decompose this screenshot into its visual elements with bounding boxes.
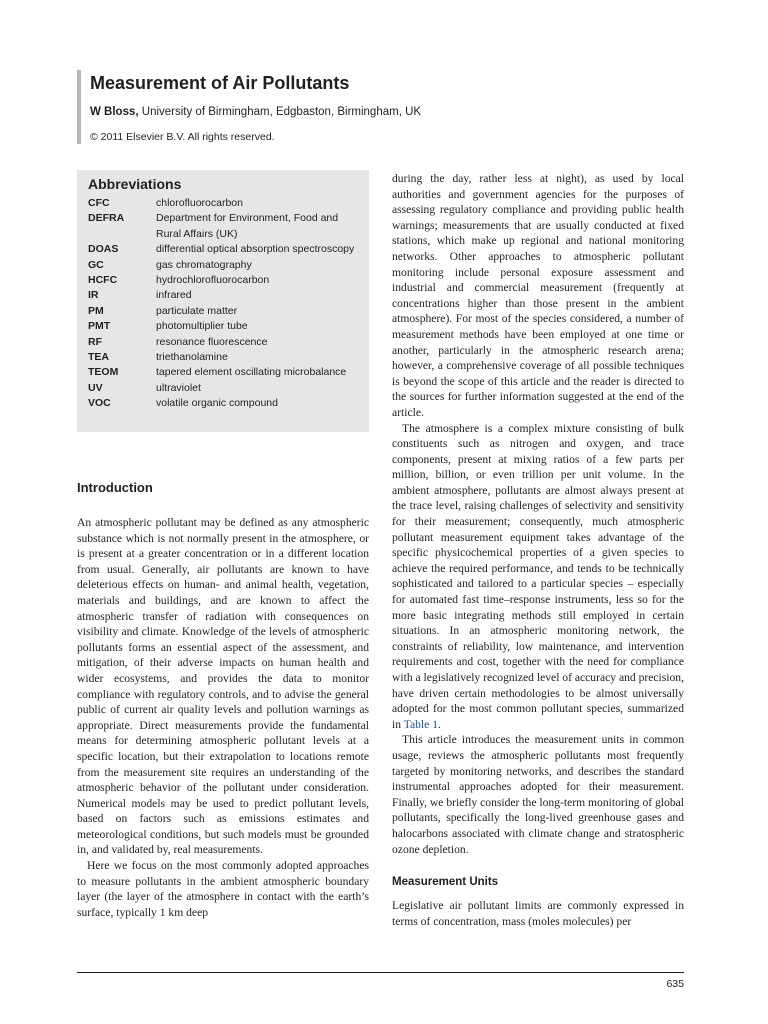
abbreviation-row bbox=[88, 335, 364, 350]
intro-paragraph-2: Here we focus on the most commonly adopted approaches to measure pollutants in the ambient atmospheric boundary layer (the layer of the atmosphere in contact with the earth’s surface, typically 1 km deep bbox=[77, 859, 369, 919]
abbreviations-list bbox=[88, 196, 364, 412]
abbreviation-row bbox=[88, 211, 364, 242]
right-paragraph-2-text: The atmosphere is a complex mixture consisting of bulk constituents such as nitrogen and oxygen, and trace components, present at mixing ratios of a few parts per million, billion, or even trillion per unit volume. In the ambient atmosphere, pollutants are almost always present at the trace level, raising challenges of selectivity and sensitivity for their measurement; consequently, much atmospheric pollutant measurement equipment takes advantage of the specific physicochemical properties of a given species to achieve the required performance, and tends to be technically sophisticated and tailored to a particular species – especially for automated fast time–response instruments, less so for the more basic integrating methods still employed in certain situations. In an atmospheric monitoring network, the constraints of reliability, low maintenance, and intervention requirements and cost, together with the need for compliance with a legislatively recognized level of accuracy and precision, have driven certain methodologies to be almost universally adopted for the most common pollutant species, summarized in bbox=[392, 421, 684, 731]
abbreviation-row bbox=[88, 273, 364, 288]
abbreviation-row bbox=[88, 196, 364, 211]
introduction-heading: Introduction bbox=[77, 480, 153, 495]
copyright-notice: © 2011 Elsevier B.V. All rights reserved. bbox=[90, 131, 275, 143]
abbreviation-row bbox=[88, 288, 364, 303]
abbreviation-definition: triethanolamine bbox=[156, 351, 228, 364]
author-affiliation: University of Birmingham, Edgbaston, Birmingham, UK bbox=[138, 106, 422, 118]
author-name: W Bloss, bbox=[90, 106, 139, 118]
abbreviation-row bbox=[88, 304, 364, 319]
abbreviation-term: TEOM bbox=[88, 366, 119, 379]
page-number: 635 bbox=[666, 978, 684, 990]
abbreviation-term: PM bbox=[88, 304, 104, 317]
abbreviation-term: UV bbox=[88, 381, 103, 394]
abbreviation-definition: ultraviolet bbox=[156, 381, 201, 394]
abbreviation-definition: gas chromatography bbox=[156, 258, 252, 271]
units-column bbox=[392, 898, 684, 929]
abbreviation-definition: resonance fluorescence bbox=[156, 335, 268, 348]
abbreviation-definition: infrared bbox=[156, 289, 192, 302]
abbreviations-heading: Abbreviations bbox=[88, 176, 182, 192]
abbreviations-box bbox=[77, 170, 369, 432]
abbreviation-row bbox=[88, 381, 364, 396]
author-line bbox=[90, 105, 690, 119]
right-paragraph-1: during the day, rather less at night), as used by local authorities and government agencies for the purposes of assessing regulatory compliance and providing public health warnings; measurements that are usually conducted at fixed stations, which make up regional and national monitoring networks. Other approaches to atmospheric pollutant monitoring include personal exposure assessment and industrial and commercial measurement (frequently at concentrations higher than those present in the ambient atmosphere). For most of the species considered, a number of measurement methods have been employed at one time or another, particularly in the atmospheric research arena; however, a comprehensive coverage of all possible techniques is beyond the scope of this article and the reader is directed to the sources for further information suggested at the end of the article. bbox=[392, 172, 684, 419]
footer-rule bbox=[77, 972, 684, 973]
abbreviation-term: DOAS bbox=[88, 243, 119, 256]
abbreviation-row bbox=[88, 319, 364, 334]
abbreviation-term: RF bbox=[88, 335, 102, 348]
abbreviation-row bbox=[88, 258, 364, 273]
abbreviation-definition: volatile organic compound bbox=[156, 397, 278, 410]
abbreviation-term: TEA bbox=[88, 351, 109, 364]
right-paragraph-2-end: . bbox=[438, 717, 441, 731]
abbreviation-definition: differential optical absorption spectroscopy bbox=[156, 243, 355, 256]
abbreviation-term: PMT bbox=[88, 320, 111, 333]
abbreviation-term: CFC bbox=[88, 197, 110, 209]
abbreviation-term: GC bbox=[88, 258, 104, 271]
table-1-link[interactable]: Table 1 bbox=[403, 717, 438, 731]
article-title: Measurement of Air Pollutants bbox=[90, 73, 350, 93]
right-paragraph-2 bbox=[392, 421, 684, 733]
abbreviation-row bbox=[88, 365, 364, 380]
measurement-units-heading: Measurement Units bbox=[392, 876, 499, 888]
right-column bbox=[392, 171, 684, 857]
abbreviation-row bbox=[88, 396, 364, 411]
abbreviation-definition: chlorofluorocarbon bbox=[156, 197, 243, 209]
units-paragraph-1: Legislative air pollutant limits are commonly expressed in terms of concentration, mass (moles molecules) per bbox=[392, 899, 684, 928]
abbreviation-definition: Department for Environment, Food and Rural Affairs (UK) bbox=[156, 212, 339, 240]
abbreviation-row bbox=[88, 242, 364, 257]
article-header bbox=[77, 70, 690, 144]
left-column bbox=[77, 515, 369, 920]
abbreviation-definition: hydrochlorofluorocarbon bbox=[156, 274, 270, 287]
right-paragraph-3: This article introduces the measurement units in common usage, reviews the atmospheric pollutants most frequently targeted by monitoring networks, and describes the standard instrumental approaches adopted for their measurement. Finally, we briefly consider the long-term monitoring of global pollutants, specifically the long-lived greenhouse gases and halocarbons associated with climate change and stratospheric ozone depletion. bbox=[392, 733, 684, 856]
abbreviation-definition: photomultiplier tube bbox=[156, 320, 248, 333]
abbreviation-term: IR bbox=[88, 289, 99, 302]
abbreviation-definition: tapered element oscillating microbalance bbox=[156, 366, 347, 379]
abbreviation-definition: particulate matter bbox=[156, 304, 238, 317]
abbreviation-term: HCFC bbox=[88, 274, 118, 287]
abbreviation-row bbox=[88, 350, 364, 365]
intro-paragraph-1: An atmospheric pollutant may be defined as any atmospheric substance which is not normally present in the atmosphere, or is present at a greater concentration or in a different location from usual. Generally, air pollutants are known to have deleterious effects on human- and animal health, vegetation, materials and buildings, and are known to affect the atmospheric transfer of radiation with consequences on visibility and climate. Knowledge of the levels of atmospheric pollutants forms an essential aspect of the assessment, and mitigation, of their adverse impacts on human health and wider ecosystems, and provides the data to monitor compliance with regulatory controls, and to advise the general public of current air quality levels and pollution warnings as appropriate. Direct measurements provide the fundamental means for determining atmospheric pollutant levels at a specific location, but their extrapolation to locations remote from the measurement site requires an understanding of the atmospheric behavior of the pollutant under consideration. Numerical models may be used to predict pollutant levels, based on factors such as emissions estimates and meteorological conditions, but such models must be grounded in, and validated by, real measurements. bbox=[77, 516, 369, 857]
abbreviation-term: DEFRA bbox=[88, 212, 125, 225]
abbreviation-term: VOC bbox=[88, 397, 111, 410]
